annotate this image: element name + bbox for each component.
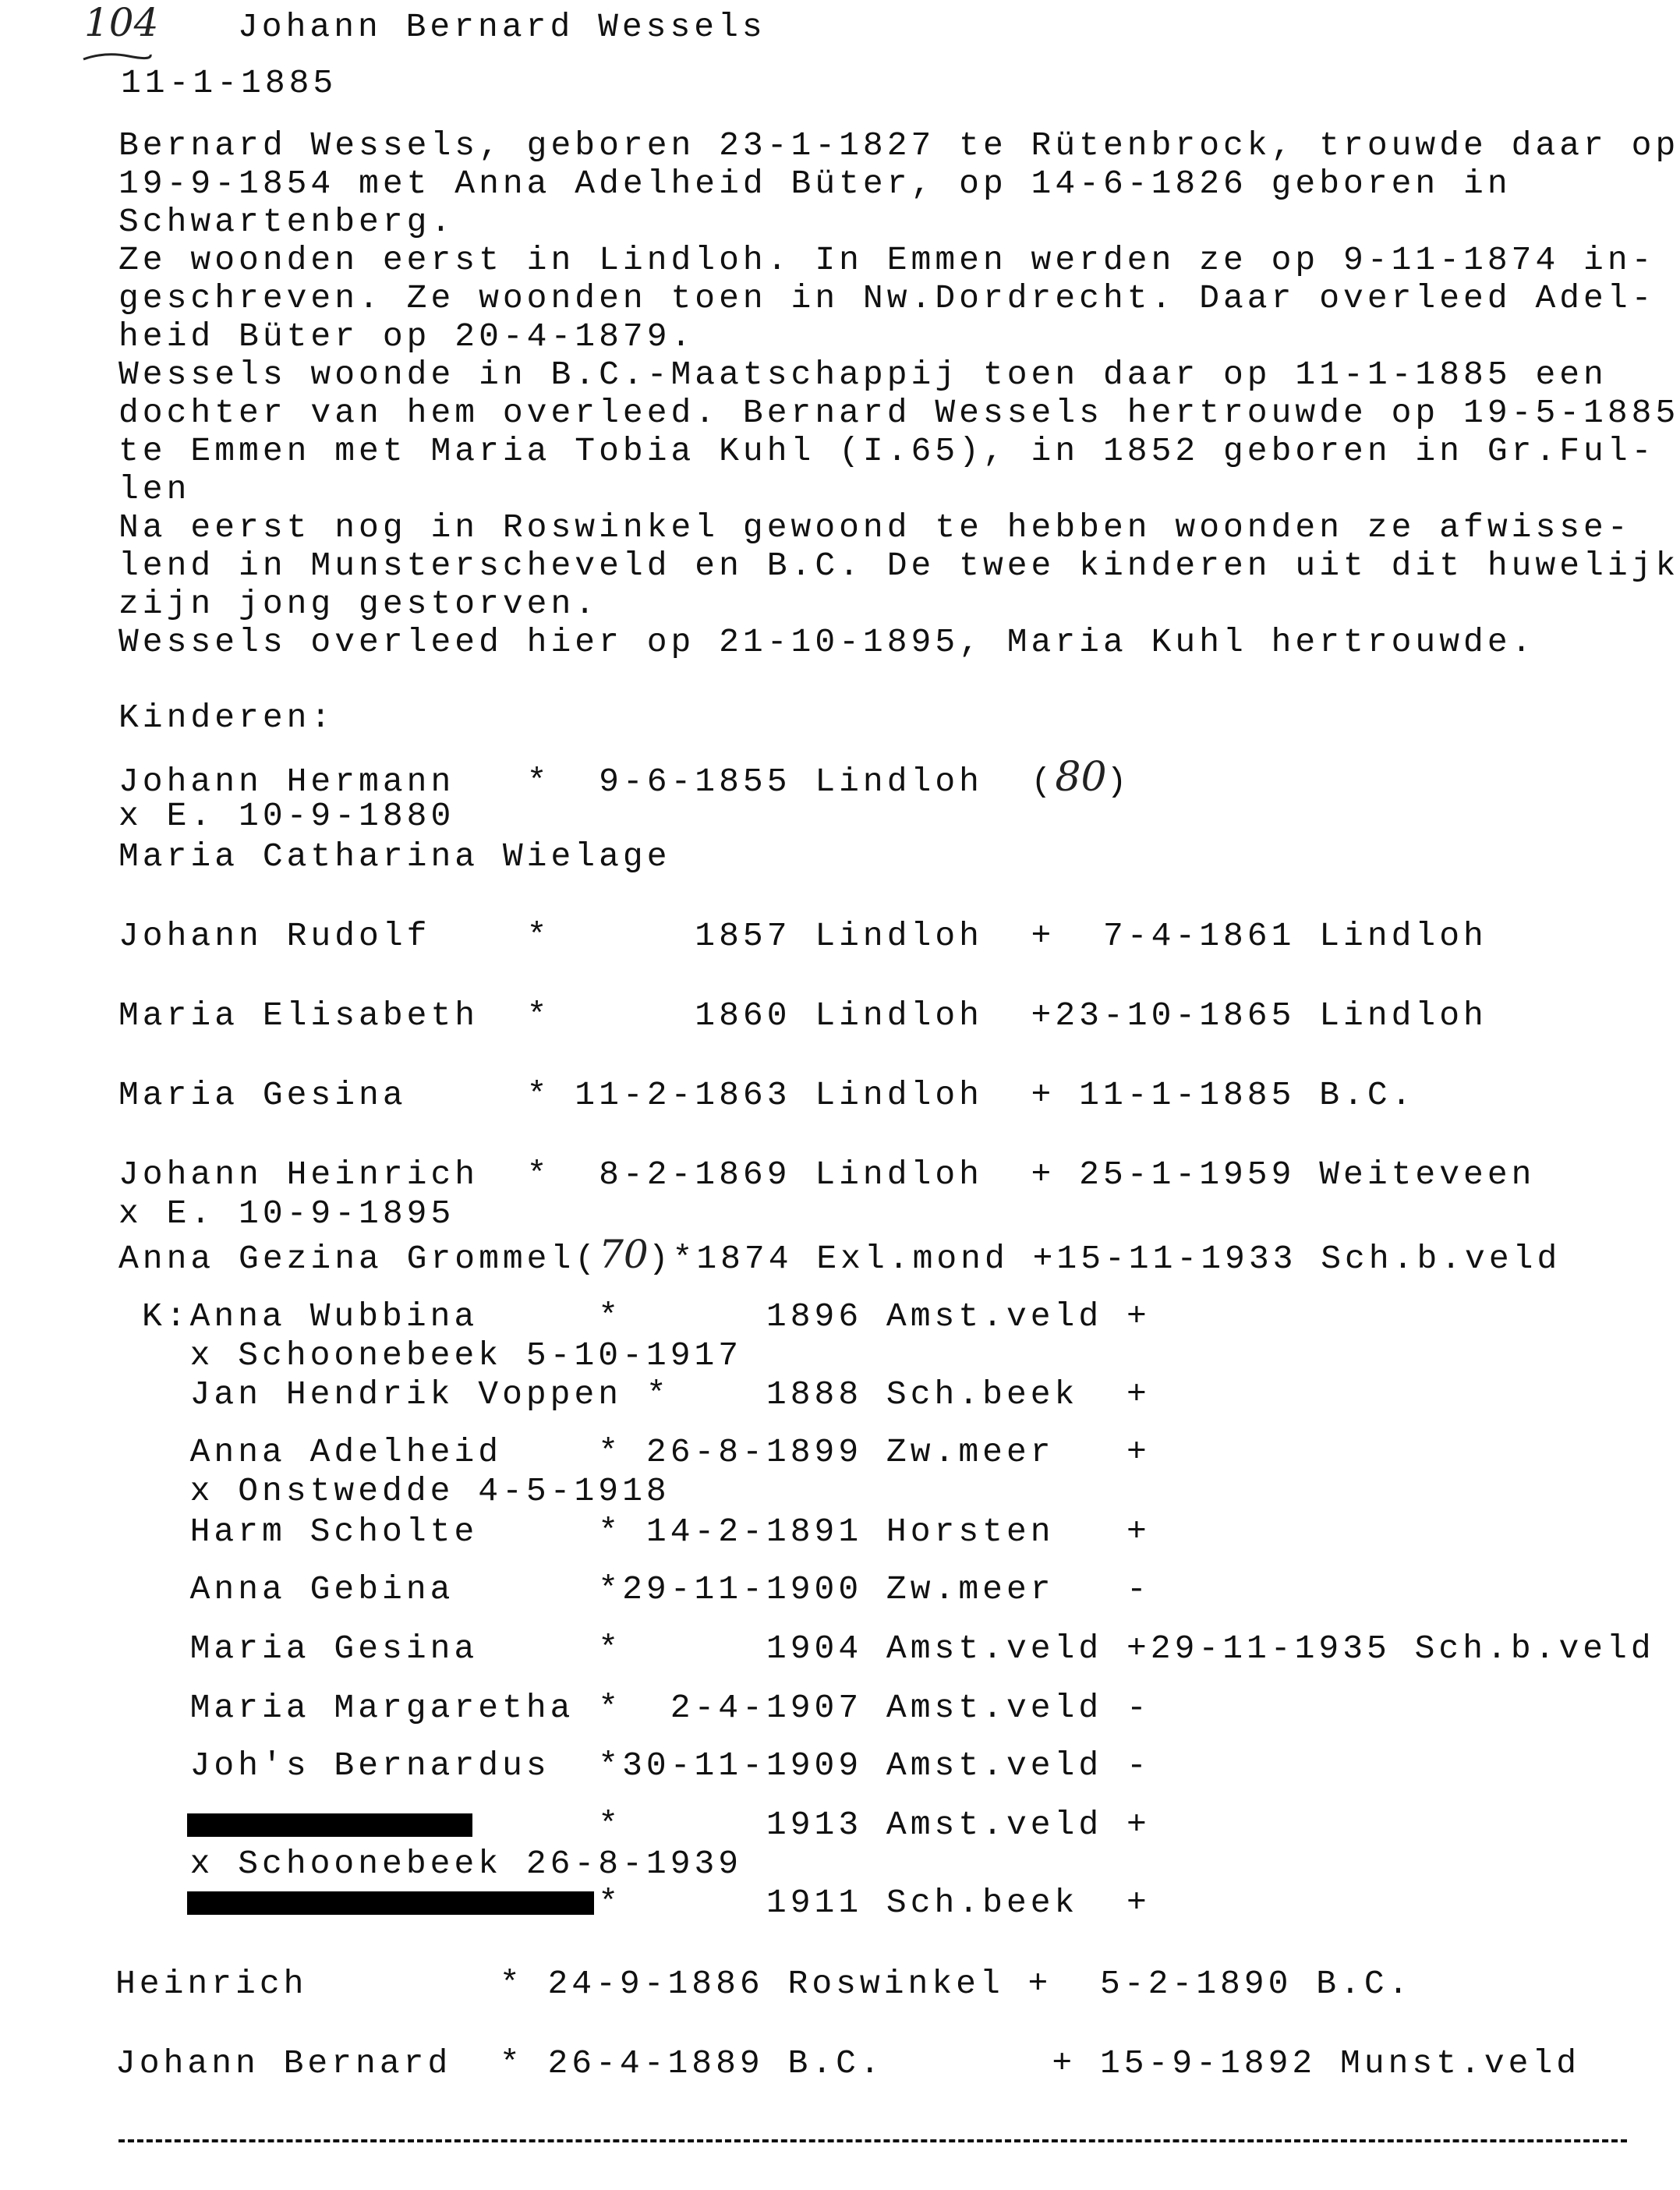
bio-line: Wessels woonde in B.C.-Maatschappij toen daar op 11-1-1885 een: [118, 356, 1607, 394]
bio-line: heid Büter op 20-4-1879.: [118, 317, 695, 356]
grandchild-entry: K:Anna Wubbina * 1896 Amst.veld +: [142, 1297, 1151, 1336]
bio-line: Na eerst nog in Roswinkel gewoond te hebben woonden ze afwisse-: [118, 508, 1632, 547]
header-date: 11-1-1885: [121, 64, 338, 102]
spouse-line: Jan Hendrik Voppen * 1888 Sch.beek +: [142, 1375, 1151, 1413]
bio-line: geschreven. Ze woonden toen in Nw.Dordrecht. Daar overleed Adel-: [118, 279, 1656, 317]
grandchild-entry: Joh's Bernardus *30-11-1909 Amst.veld -: [142, 1746, 1151, 1785]
bio-line: Wessels overleed hier op 21-10-1895, Maria Kuhl hertrouwde.: [118, 623, 1536, 661]
bio-line: 19-9-1854 met Anna Adelheid Büter, op 14-6-1826 geboren in: [118, 165, 1512, 203]
marriage-line: x Schoonebeek 26-8-1939: [142, 1845, 743, 1883]
spouse-line: * 1911 Sch.beek +: [142, 1884, 1151, 1922]
handwritten-ref: 80: [1055, 754, 1107, 801]
child-entry: Heinrich * 24-9-1886 Roswinkel + 5-2-1890 B.C.: [115, 1965, 1413, 2003]
grandchild-entry: Anna Adelheid * 26-8-1899 Zw.meer +: [142, 1433, 1151, 1471]
child-entry: Johann Rudolf * 1857 Lindloh + 7-4-1861 Lindloh: [118, 917, 1487, 955]
handwritten-ref: 70: [599, 1232, 649, 1277]
bio-line: Schwartenberg.: [118, 203, 455, 241]
child-entry: Johann Heinrich * 8-2-1869 Lindloh + 25-1-1959 Weiteveen: [118, 1155, 1536, 1194]
underline-stroke: [82, 48, 152, 64]
page-number: 104: [84, 0, 159, 45]
dashed-divider: [118, 2139, 1627, 2142]
bio-line: te Emmen met Maria Tobia Kuhl (I.65), in 1852 geboren in Gr.Ful-: [118, 432, 1656, 470]
spouse-line: Anna Gezina Grommel(70)*1874 Exl.mond +15-11-1933 Sch.b.veld: [118, 1232, 1562, 1278]
child-entry: Johann Hermann * 9-6-1855 Lindloh (80): [118, 754, 1131, 801]
marriage-line: x Onstwedde 4-5-1918: [142, 1472, 670, 1510]
children-heading: Kinderen:: [118, 699, 335, 737]
grandchild-entry: * 1913 Amst.veld +: [142, 1806, 1151, 1844]
bio-line: len: [118, 470, 191, 508]
bio-line: dochter van hem overleed. Bernard Wessels hertrouwde op 19-5-1885: [118, 394, 1680, 432]
marriage-line: x E. 10-9-1880: [118, 797, 455, 835]
grandchild-entry: Maria Margaretha * 2-4-1907 Amst.veld -: [142, 1689, 1151, 1727]
person-name: Johann Bernard Wessels: [238, 8, 766, 46]
grandchild-entry: Anna Gebina *29-11-1900 Zw.meer -: [142, 1570, 1151, 1608]
child-entry: Johann Bernard * 26-4-1889 B.C. + 15-9-1892 Munst.veld: [115, 2044, 1581, 2082]
marriage-line: x Schoonebeek 5-10-1917: [142, 1336, 743, 1374]
spouse-line: Maria Catharina Wielage: [118, 837, 671, 876]
bio-line: lend in Munsterscheveld en B.C. De twee kinderen uit dit huwelijk: [118, 547, 1680, 585]
bio-line: zijn jong gestorven.: [118, 585, 599, 623]
spouse-line: Harm Scholte * 14-2-1891 Horsten +: [142, 1512, 1151, 1551]
grandchild-entry: Maria Gesina * 1904 Amst.veld +29-11-1935 Sch.b.veld: [142, 1629, 1655, 1668]
bio-line: Bernard Wessels, geboren 23-1-1827 te Rütenbrock, trouwde daar op: [118, 126, 1680, 165]
marriage-line: x E. 10-9-1895: [118, 1194, 455, 1233]
child-entry: Maria Gesina * 11-2-1863 Lindloh + 11-1-1885 B.C.: [118, 1076, 1416, 1114]
bio-line: Ze woonden eerst in Lindloh. In Emmen werden ze op 9-11-1874 in-: [118, 241, 1656, 279]
child-entry: Maria Elisabeth * 1860 Lindloh +23-10-1865 Lindloh: [118, 996, 1487, 1035]
biography: [118, 126, 1680, 661]
